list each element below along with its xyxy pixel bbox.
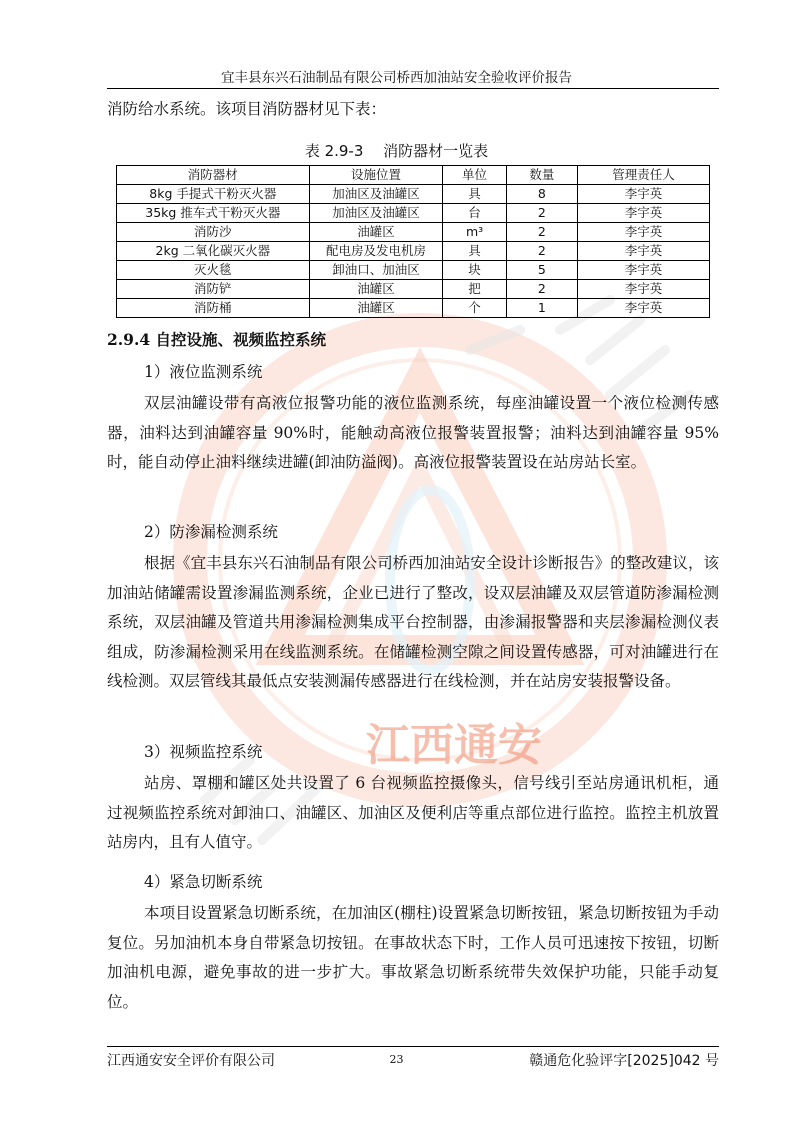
paragraph-leak-detection: 根据《宜丰县东兴石油制品有限公司桥西加油站安全设计诊断报告》的整改建议，该加油站储罐需设置渗漏监测系统，企业已进行了整改，设双层油罐及双层管道防渗漏检测系统，双层油罐及管道共用渗漏检测集成平台控制器，由渗漏报警器和夹层渗漏检测仪表组成，防渗漏检测采用在线监测系统。在储罐检测空隙之间设置传感器，可对油罐进行在线检测。双层管线其最低点安装测漏传感器进行在线检测，并在站房安装报警设备。 bbox=[107, 554, 719, 690]
cell-manager: 李宇英 bbox=[577, 204, 709, 223]
cell-quantity: 2 bbox=[506, 204, 577, 223]
section-heading: 2.9.4 自控设施、视频监控系统 bbox=[107, 330, 327, 349]
footer-document-number: 赣通危化验评字[2025]042 号 bbox=[529, 1053, 719, 1069]
column-header-manager: 管理责任人 bbox=[577, 166, 709, 185]
table-row bbox=[117, 261, 710, 280]
subsection-title-video-monitoring: 3）视频监控系统 bbox=[144, 743, 263, 761]
cell-manager: 李宇英 bbox=[577, 185, 709, 204]
table-row bbox=[117, 299, 710, 318]
cell-equipment: 消防沙 bbox=[117, 223, 310, 242]
table-header-row bbox=[117, 166, 710, 185]
cell-location: 油罐区 bbox=[309, 223, 443, 242]
cell-quantity: 2 bbox=[506, 223, 577, 242]
cell-location: 加油区及油罐区 bbox=[309, 185, 443, 204]
intro-sentence: 消防给水系统。该项目消防器材见下表： bbox=[107, 100, 387, 118]
footer-divider bbox=[107, 1046, 719, 1047]
subsection-title-emergency-shutoff: 4）紧急切断系统 bbox=[144, 873, 263, 891]
cell-manager: 李宇英 bbox=[577, 261, 709, 280]
table-row bbox=[117, 185, 710, 204]
cell-quantity: 2 bbox=[506, 242, 577, 261]
cell-unit: 台 bbox=[443, 204, 506, 223]
cell-equipment: 消防铲 bbox=[117, 280, 310, 299]
cell-unit: 具 bbox=[443, 185, 506, 204]
paragraph-level-monitoring: 双层油罐设带有高液位报警功能的液位监测系统，每座油罐设置一个液位检测传感器，油料达到油罐容量 90%时，能触动高液位报警装置报警；油料达到油罐容量 95%时，能自动停止油料继续进罐(卸油防溢阀)。高液位报警装置设在站房站长室。 bbox=[107, 394, 719, 471]
cell-manager: 李宇英 bbox=[577, 223, 709, 242]
paragraph-emergency-shutoff: 本项目设置紧急切断系统，在加油区(棚柱)设置紧急切断按钮，紧急切断按钮为手动复位。另加油机本身自带紧急切按钮。在事故状态下时，工作人员可迅速按下按钮，切断加油机电源，避免事故的进一步扩大。事故紧急切断系统带失效保护功能，只能手动复位。 bbox=[107, 904, 719, 1011]
cell-location: 油罐区 bbox=[309, 280, 443, 299]
cell-location: 油罐区 bbox=[309, 299, 443, 318]
subsection-title-leak-detection: 2）防渗漏检测系统 bbox=[144, 523, 278, 541]
report-header-title: 宜丰县东兴石油制品有限公司桥西加油站安全验收评价报告 bbox=[221, 70, 572, 86]
column-header-equipment: 消防器材 bbox=[117, 166, 310, 185]
cell-location: 配电房及发电机房 bbox=[309, 242, 443, 261]
table-row bbox=[117, 204, 710, 223]
cell-quantity: 1 bbox=[506, 299, 577, 318]
cell-location: 卸油口、加油区 bbox=[309, 261, 443, 280]
watermark-text: 江西通安 bbox=[366, 720, 542, 771]
cell-manager: 李宇英 bbox=[577, 242, 709, 261]
cell-equipment: 灭火毯 bbox=[117, 261, 310, 280]
table-row bbox=[117, 223, 710, 242]
table-row bbox=[117, 242, 710, 261]
cell-equipment: 2kg 二氧化碳灭火器 bbox=[117, 242, 310, 261]
cell-unit: 个 bbox=[443, 299, 506, 318]
page-number: 23 bbox=[389, 1053, 404, 1066]
cell-unit: m³ bbox=[443, 223, 506, 242]
footer-company: 江西通安安全评价有限公司 bbox=[107, 1053, 275, 1069]
cell-unit: 块 bbox=[443, 261, 506, 280]
column-header-quantity: 数量 bbox=[506, 166, 577, 185]
cell-location: 加油区及油罐区 bbox=[309, 204, 443, 223]
cell-unit: 把 bbox=[443, 280, 506, 299]
cell-manager: 李宇英 bbox=[577, 299, 709, 318]
header-divider bbox=[107, 88, 719, 89]
fire-equipment-table bbox=[116, 165, 710, 318]
column-header-unit: 单位 bbox=[443, 166, 506, 185]
cell-quantity: 8 bbox=[506, 185, 577, 204]
paragraph-video-monitoring: 站房、罩棚和罐区处共设置了 6 台视频监控摄像头，信号线引至站房通讯机柜，通过视频监控系统对卸油口、油罐区、加油区及便利店等重点部位进行监控。监控主机放置站房内，且有人值守。 bbox=[107, 774, 719, 851]
table-row bbox=[117, 280, 710, 299]
cell-quantity: 5 bbox=[506, 261, 577, 280]
cell-equipment: 35kg 推车式干粉灭火器 bbox=[117, 204, 310, 223]
cell-unit: 具 bbox=[443, 242, 506, 261]
cell-quantity: 2 bbox=[506, 280, 577, 299]
cell-equipment: 消防桶 bbox=[117, 299, 310, 318]
cell-equipment: 8kg 手提式干粉灭火器 bbox=[117, 185, 310, 204]
cell-manager: 李宇英 bbox=[577, 280, 709, 299]
table-caption: 表 2.9-3 消防器材一览表 bbox=[304, 142, 489, 160]
subsection-title-level-monitoring: 1）液位监测系统 bbox=[144, 363, 263, 381]
column-header-location: 设施位置 bbox=[309, 166, 443, 185]
